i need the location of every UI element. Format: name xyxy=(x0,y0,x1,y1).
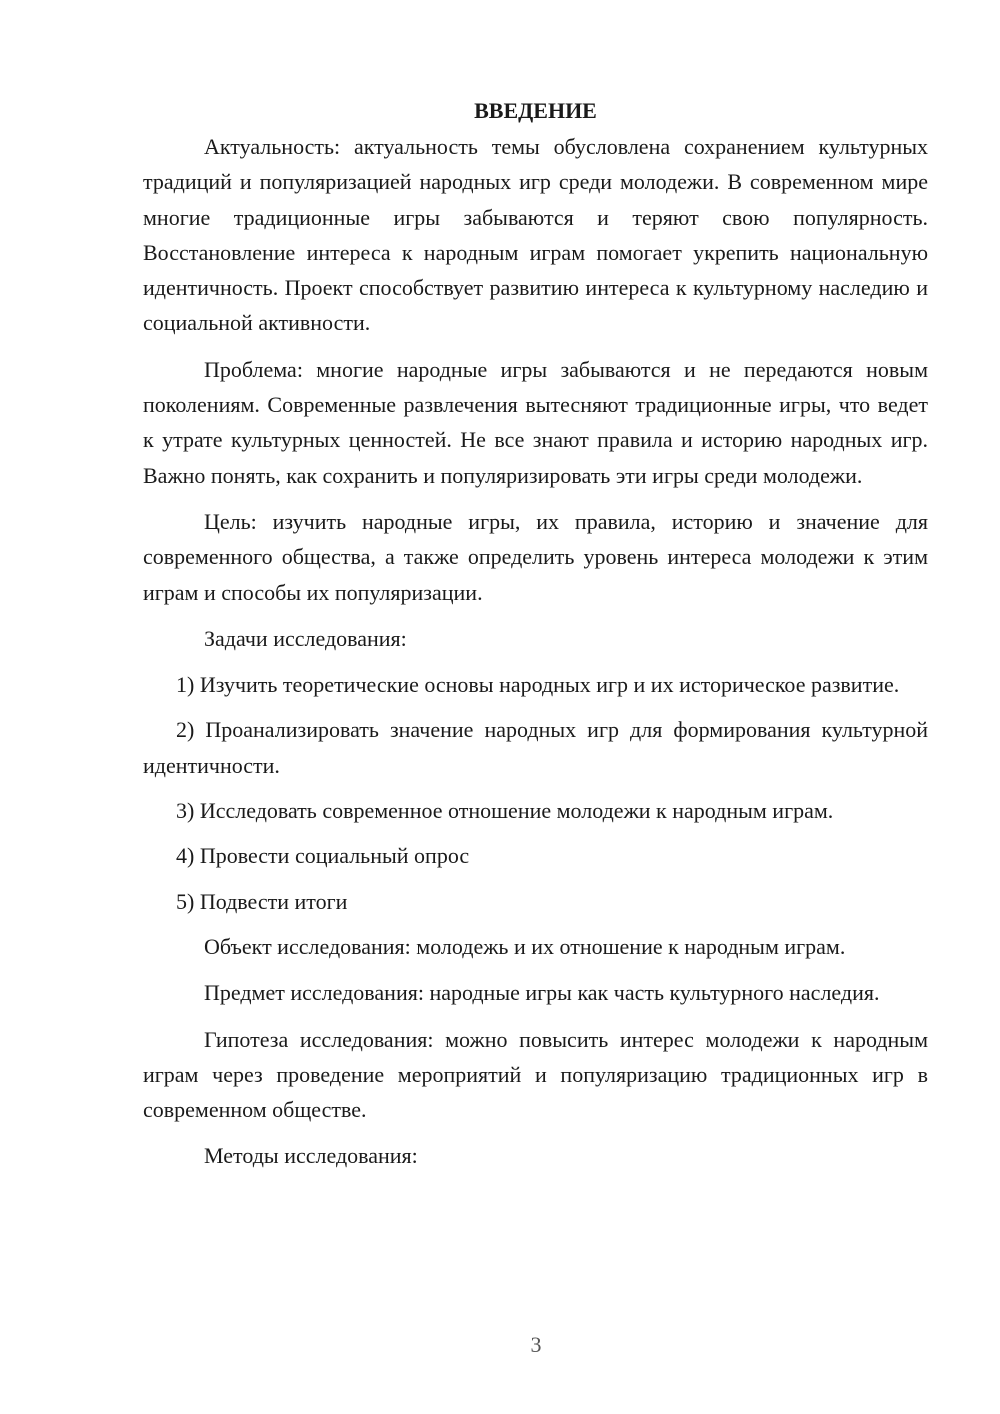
problem-paragraph: Проблема: многие народные игры забываются и не передаются новым поколениям. Современные развлечения вытесняют традиционные игры, что ведет к утрате культурных ценностей. Не все знают правила и историю народных игр. Важно понять, как сохранить и популяризировать эти игры среди молодежи. xyxy=(143,356,928,488)
object-paragraph: Объект исследования: молодежь и их отношение к народным играм. xyxy=(204,933,846,959)
tasks-heading: Задачи исследования: xyxy=(204,625,407,651)
list-item: 4) Провести социальный опрос xyxy=(176,843,470,869)
relevance-paragraph: Актуальность: актуальность темы обусловлена сохранением культурных традиций и популяризацией народных игр среди молодежи. В современном мире многие традиционные игры забываются и теряют свою популярность. Восстановление интереса к народным играм помогает укрепить национальную идентичность. Проект способствует развитию интереса к культурному наследию и социальной активности. xyxy=(143,134,928,336)
page-number: 3 xyxy=(530,1332,542,1357)
list-item: 3) Исследовать современное отношение молодежи к народным играм. xyxy=(176,798,834,824)
goal-paragraph: Цель: изучить народные игры, их правила, историю и значение для современного общества, а также определить уровень интереса молодежи к этим играм и способы их популяризации. xyxy=(143,508,928,605)
tasks-list xyxy=(143,667,928,919)
page-title: ВВЕДЕНИЕ xyxy=(474,98,597,123)
list-item: 2) Проанализировать значение народных игр для формирования культурной идентичности. xyxy=(143,717,928,778)
subject-paragraph: Предмет исследования: народные игры как часть культурного наследия. xyxy=(204,980,880,1006)
document-page xyxy=(143,95,928,1185)
hypothesis-paragraph: Гипотеза исследования: можно повысить интерес молодежи к народным играм через проведение мероприятий и популяризацию традиционных игр в современном обществе. xyxy=(143,1026,928,1123)
list-item: 5) Подвести итоги xyxy=(176,888,348,914)
methods-heading: Методы исследования: xyxy=(204,1143,418,1169)
list-item: 1) Изучить теоретические основы народных игр и их историческое развитие. xyxy=(176,672,900,698)
